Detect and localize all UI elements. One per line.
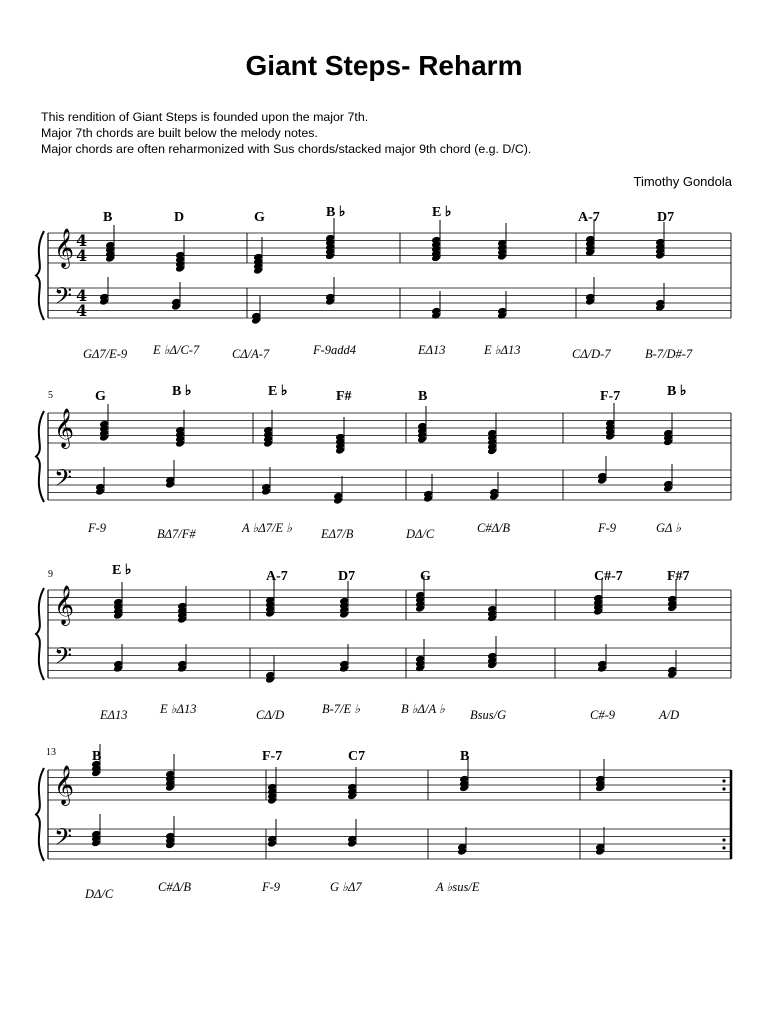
brace xyxy=(36,768,44,861)
chord-symbol: D7 xyxy=(657,210,675,225)
time-signature: 4 xyxy=(76,286,88,305)
bass-clef-icon: 𝄢 xyxy=(54,642,73,675)
measure-number: 5 xyxy=(48,390,53,401)
chord-symbol: B ♭ xyxy=(326,205,346,220)
bass-symbol: B-7/E ♭ xyxy=(322,702,361,716)
bass-clef-icon: 𝄢 xyxy=(54,464,73,497)
bass-clef-icon: 𝄢 xyxy=(54,282,73,315)
chord-symbol: D7 xyxy=(338,569,356,584)
chord-symbol: B xyxy=(92,749,102,764)
bass-symbol: F-9 xyxy=(88,521,107,535)
bass-symbol: F-9 xyxy=(262,880,281,894)
repeat-dot xyxy=(722,779,725,782)
chord-symbol: G xyxy=(420,569,431,584)
bass-clef-icon: 𝄢 xyxy=(54,823,73,856)
bass-symbol: BΔ7/F# xyxy=(157,527,196,541)
bass-symbol: GΔ ♭ xyxy=(656,521,682,535)
bass-symbol: GΔ7/E-9 xyxy=(83,347,128,361)
bass-symbol: EΔ7/B xyxy=(321,527,354,541)
bass-symbol: E ♭Δ13 xyxy=(484,343,521,357)
bass-symbol: C#Δ/B xyxy=(477,521,511,535)
time-signature: 4 xyxy=(76,301,88,320)
chord-symbol: D xyxy=(174,210,185,225)
chord-symbol: C7 xyxy=(348,749,366,764)
chord-symbol: B xyxy=(418,389,428,404)
chord-symbol: B xyxy=(103,210,113,225)
brace xyxy=(36,231,44,320)
brace xyxy=(36,411,44,502)
treble-clef-icon: 𝄞 xyxy=(54,765,75,805)
bass-symbol: CΔ/A-7 xyxy=(232,347,270,361)
treble-clef-icon: 𝄞 xyxy=(54,585,75,625)
bass-symbol: EΔ13 xyxy=(418,343,446,357)
bass-symbol: F-9add4 xyxy=(313,343,357,357)
chord-symbol: F#7 xyxy=(667,569,690,584)
chord-symbol: F-7 xyxy=(600,389,621,404)
chord-symbol: F-7 xyxy=(262,749,283,764)
chord-symbol: E ♭ xyxy=(432,205,452,220)
brace xyxy=(36,588,44,680)
chord-symbol: F# xyxy=(336,389,352,404)
bass-symbol: DΔ/C xyxy=(406,527,435,541)
measure-number: 9 xyxy=(48,569,53,580)
bass-symbol: DΔ/C xyxy=(85,887,114,901)
bass-symbol: C#-9 xyxy=(590,708,615,722)
treble-clef-icon: 𝄞 xyxy=(54,228,75,268)
bass-symbol: F-9 xyxy=(598,521,617,535)
bass-symbol: CΔ/D-7 xyxy=(572,347,611,361)
time-signature: 4 xyxy=(76,246,88,265)
bass-symbol: EΔ13 xyxy=(100,708,128,722)
chord-symbol: G xyxy=(95,389,106,404)
repeat-dot xyxy=(722,838,725,841)
chord-symbol: G xyxy=(254,210,265,225)
bass-symbol: A ♭sus/E xyxy=(436,880,480,894)
bass-symbol: A/D xyxy=(659,708,680,722)
repeat-dot xyxy=(722,846,725,849)
chord-symbol: E ♭ xyxy=(112,563,132,578)
intro-line: Major chords are often reharmonized with Sus chords/stacked major 9th chord (e.g. D/C). xyxy=(41,142,532,156)
composer-name: Timothy Gondola xyxy=(633,174,732,189)
chord-symbol: B ♭ xyxy=(667,384,687,399)
chord-symbol: A-7 xyxy=(266,569,288,584)
bass-symbol: Bsus/G xyxy=(470,708,507,722)
measure-number: 13 xyxy=(46,747,56,758)
bass-symbol: E ♭Δ/C-7 xyxy=(153,343,200,357)
time-signature: 4 xyxy=(76,231,88,250)
bass-symbol: B ♭Δ/A ♭ xyxy=(401,702,445,716)
chord-symbol: E ♭ xyxy=(268,384,288,399)
bass-symbol: E ♭Δ13 xyxy=(160,702,197,716)
bass-symbol: CΔ/D xyxy=(256,708,285,722)
treble-clef-icon: 𝄞 xyxy=(54,408,75,448)
chord-symbol: B ♭ xyxy=(172,384,192,399)
staff-lines xyxy=(36,228,731,861)
bass-symbol: C#Δ/B xyxy=(158,880,192,894)
bass-symbol: B-7/D#-7 xyxy=(645,347,693,361)
chord-symbol: B xyxy=(460,749,470,764)
repeat-dot xyxy=(722,787,725,790)
intro-line: This rendition of Giant Steps is founded upon the major 7th. xyxy=(41,110,369,124)
bass-symbol: G ♭Δ7 xyxy=(330,880,362,894)
page-title: Giant Steps- Reharm xyxy=(245,50,523,81)
chord-symbol: C#-7 xyxy=(594,569,623,584)
intro-line: Major 7th chords are built below the melody notes. xyxy=(41,126,318,140)
chord-symbol: A-7 xyxy=(578,210,600,225)
bass-symbol: A ♭Δ7/E ♭ xyxy=(242,521,293,535)
